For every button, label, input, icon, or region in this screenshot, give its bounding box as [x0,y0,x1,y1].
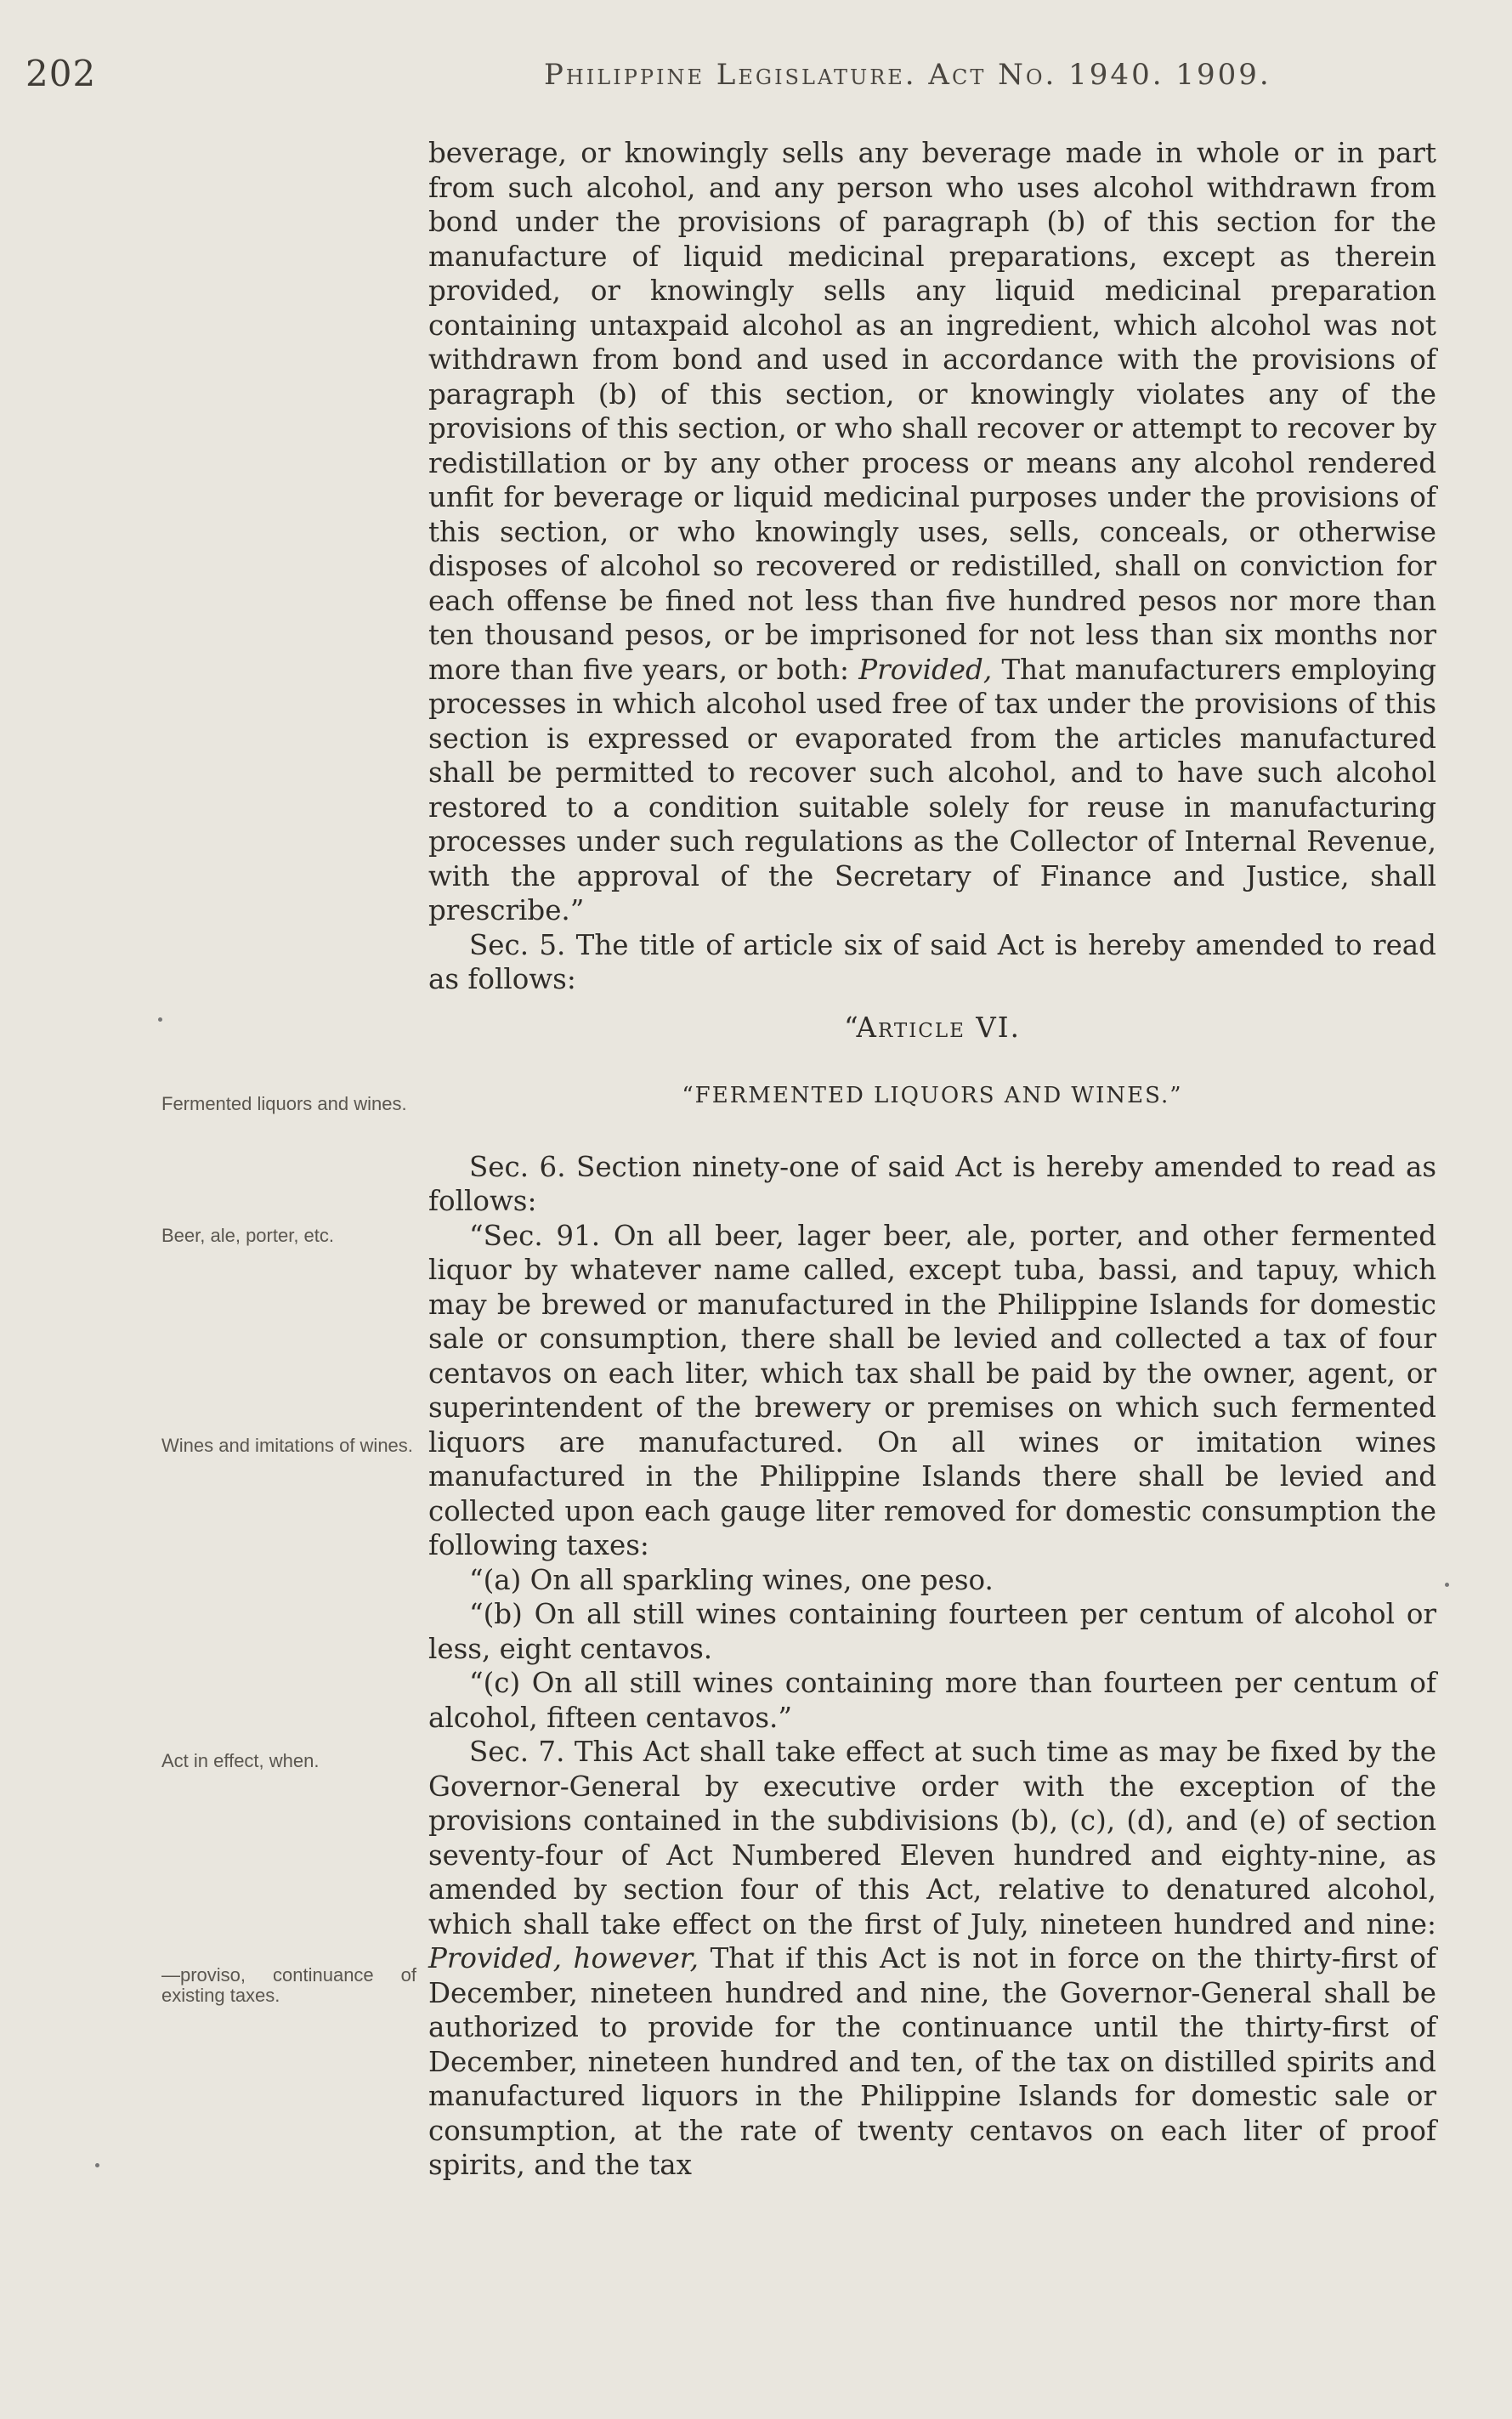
article-subheading: “FERMENTED LIQUORS AND WINES.” [682,1082,1183,1108]
margin-note-fermented: Fermented liquors and wines. [161,1093,407,1114]
section-5: Sec. 5. The title of article six of said Act is hereby amended to read as follows: [428,928,1436,995]
margin-note-beer: Beer, ale, porter, etc. [161,1225,335,1246]
section-91-text: “Sec. 91. On all beer, lager beer, ale, porter, and other fermented liquor by whatever name called, except tuba, bassi, and tapuy, which may be brewed or manufactured in the Philippine Islands for domestic sale or consumption, there shall be levied and collected a tax of four centavos on each liter, which tax shall be paid by the owner, agent, or superintendent of the brewery or premises on which such fermented liquors are manufactured. On all wines or imitation wines manufactured in the Philippine Islands there shall be levied and collected upon each gauge liter removed for domestic consumption the following taxes: [428,1219,1436,1561]
section-7 [428,1735,1436,2183]
running-header: Philippine Legislature. Act No. 1940. 1909. [544,58,1271,92]
proviso-word: Provided, [858,653,993,686]
section-7-rest: That if this Act is not in force on the thirty-first of December, nineteen hundred and nine, the Governor-General shall be authorized to provide for the continuance until the thirty-first of December, nineteen hundred and ten, of the tax on distilled spirits and manufactured liquors in the Philippine Islands for domestic sale or consumption, at the rate of twenty centavos on each liter of proof spirits, and the tax [428,1942,1436,2181]
print-speck [95,2163,99,2167]
penalty-text: beverage, or knowingly sells any beverage made in whole or in part from such alcohol, and any person who uses alcohol withdrawn from bond under the provisions of paragraph (b) of this section for the manufacture of liquid medicinal preparations, except as therein provided, or knowingly sells any liquid medicinal preparation containing untaxpaid alcohol as an ingredient, which alcohol was not withdrawn from bond and used in accordance with the provisions of paragraph (b) of this section, or knowingly violates any of the provisions of this section, or who shall recover or attempt to recover by redistillation or by any other process or means any alcohol rendered unfit for beverage or liquid medicinal purposes under the provisions of this section, or who knowingly uses, sells, conceals, or otherwise disposes of alcohol so recovered or redistilled, shall on conviction for each offense be fined not less than five hundred pesos nor more than ten thousand pesos, or be imprisoned for not less than six months nor more than five years, or both: [428,137,1436,686]
margin-note-proviso: —proviso, continuance of existing taxes. [161,1964,416,2006]
margin-note-effect: Act in effect, when. [161,1750,320,1771]
page-number: 202 [25,53,97,94]
item-a: “(a) On all sparkling wines, one peso. [469,1563,994,1596]
print-speck [158,1017,162,1022]
body-text-column [428,136,1436,2183]
item-b: “(b) On all still wines containing fourteen per centum of alcohol or less, eight centavos. [428,1598,1436,1665]
penalty-text-rest: That manufacturers employing processes in which alcohol used free of tax under the provisions of this section is expressed or evaporated from the articles manufactured shall be permitted to recover such alcohol, and to have such alcohol restored to a condition suitable solely for reuse in manufacturing processes under such regulations as the Collector of Internal Revenue, with the approval of the Secretary of Finance and Justice, shall prescribe.” [428,653,1436,926]
print-speck [1445,1583,1449,1587]
section-7-text: Sec. 7. This Act shall take effect at such time as may be fixed by the Governor-General by executive order with the exception of the provisions contained in the subdivisions (b), (c), (d), and (e) of section seventy-four of Act Numbered Eleven hundred and eighty-nine, as amended by section four of this Act, relative to denatured alcohol, which shall take effect on the first of July, nineteen hundred and nine: [428,1736,1436,1940]
margin-note-wines: Wines and imitations of wines. [161,1435,413,1456]
proviso-however: Provided, however, [428,1942,699,1974]
paragraph-penalty-continuation [428,136,1436,928]
item-c: “(c) On all still wines containing more than fourteen per centum of alcohol, fifteen centavos.” [428,1667,1436,1734]
section-6: Sec. 6. Section ninety-one of said Act is hereby amended to read as follows: [428,1150,1436,1217]
article-heading: “Article VI. [844,1011,1021,1044]
